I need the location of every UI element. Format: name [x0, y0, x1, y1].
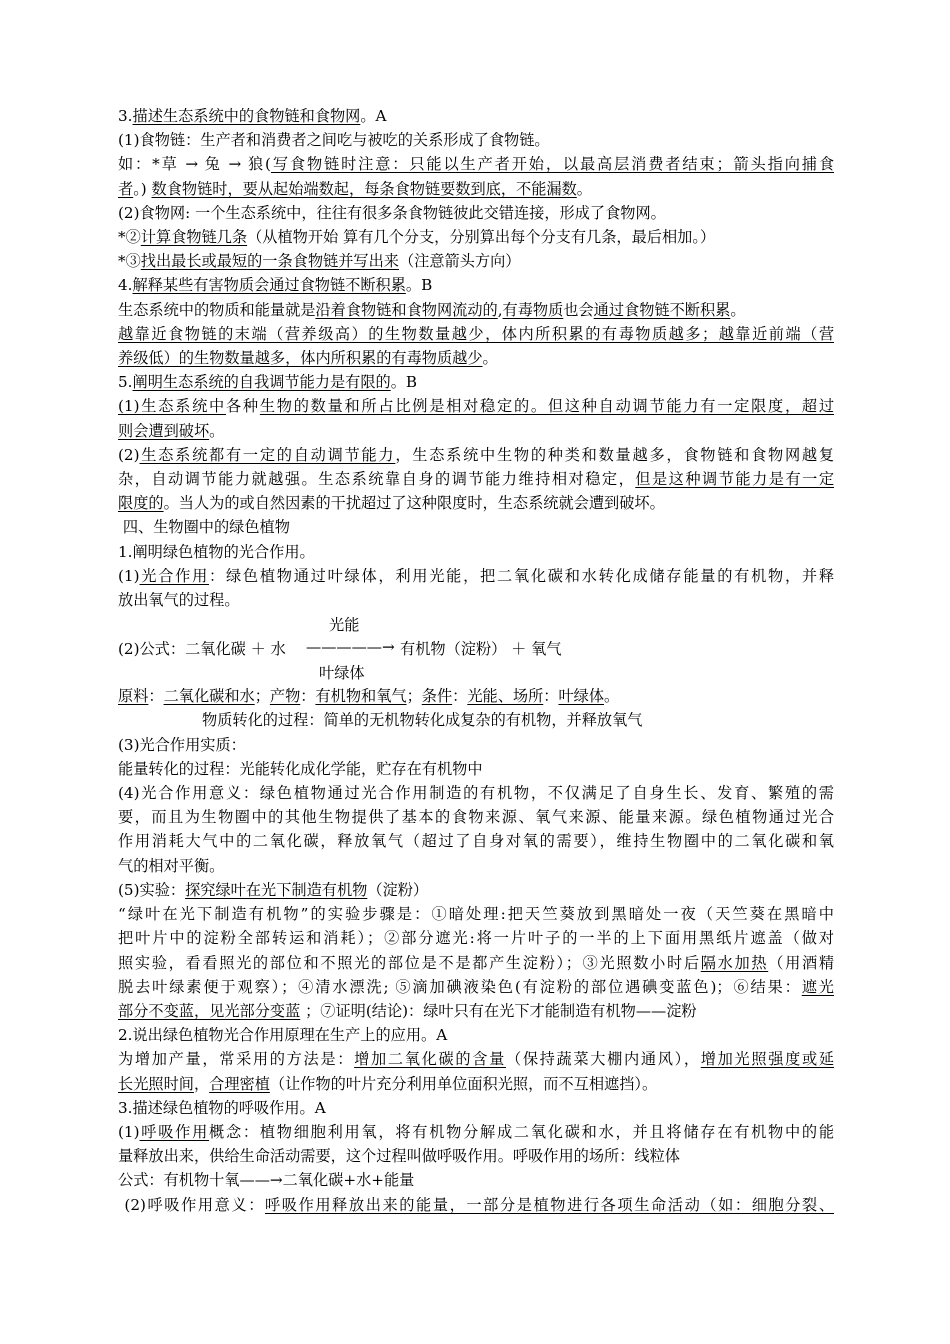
formula-right: 有机物（淀粉） ＋ 氧气 — [400, 640, 562, 659]
experiment-line-3: 照实验，看看照光的部位和不照光的部位是不是都产生淀粉）；③光照数小时后隔水加热（用酒精 — [118, 953, 835, 972]
photosynthesis-formula — [118, 612, 834, 684]
energy-conversion: 能量转化的过程：光能转化成化学能，贮存在有机物中 — [118, 759, 483, 778]
photosynthesis-title: 1.阐明绿色植物的光合作用。 — [118, 542, 315, 561]
chapter-4-title: 四、生物圈中的绿色植物 — [118, 518, 290, 537]
experiment-title: (5)实验：探究绿叶在光下制造有机物（淀粉） — [118, 880, 429, 899]
experiment-line-5: 部分不变蓝，见光部分变蓝 ；⑦证明(结论)：绿叶只有在光下才能制造有机物——淀粉 — [118, 1001, 697, 1020]
respiration-title: 3.描述绿色植物的呼吸作用。A — [118, 1098, 326, 1117]
experiment-line-2: 把叶片中的淀粉全部转运和消耗）；②部分遮光:将一片叶子的一半的上下面用黑纸片遮盖（做对 — [118, 929, 834, 948]
food-web-definition: (2)食物网: 一个生态系统中，往往有很多条食物链彼此交错连接，形成了食物网。 — [118, 203, 666, 222]
substance-conversion: 物质转化的过程：简单的无机物转化成复杂的有机物，并释放氧气 — [202, 711, 643, 730]
section-2-title: 2.说出绿色植物光合作用原理在生产上的应用。A — [118, 1026, 448, 1045]
section-5-item-1a: (1)生态系统中各种生物的数量和所占比例是相对稳定的。但这种自动调节能力有一定限度，超过 — [118, 397, 835, 416]
respiration-def-b: 量释放出来，供给生命活动需要，这个过程叫做呼吸作用。呼吸作用的场所：线粒体 — [118, 1147, 680, 1166]
respiration-formula: 公式：有机物十氧——→二氧化碳+水+能量 — [118, 1171, 415, 1190]
photosynthesis-def-b: 放出氧气的过程。 — [118, 591, 240, 610]
section-4-line-3: 养级低）的生物数量越多，体内所积累的有毒物质越少。 — [118, 349, 498, 368]
experiment-line-1: “绿叶在光下制造有机物”的实验步骤是：①暗处理:把天竺葵放到黑暗处一夜（天竺葵在黑暗中 — [118, 905, 834, 924]
section-3-title: 3.描述生态系统中的食物链和食物网。A — [118, 107, 387, 125]
formula-condition-top: 光能 — [329, 616, 360, 635]
section-5-item-2c: 限度的。当人为的或自然因素的干扰超过了这种限度时，生态系统就会遭到破坏。 — [118, 494, 665, 513]
significance-1: (4)光合作用意义：绿色植物通过光合作用制造的有机物，不仅满足了自身生长、发育、繁殖的需 — [118, 784, 834, 803]
food-chain-example: 如：*草 → 兔 → 狼(写食物链时注意：只能以生产者开始，以最高层消费者结束；箭头指向捕食 — [118, 155, 835, 174]
section-4-line-2: 越靠近食物链的末端（营养级高）的生物数量越少，体内所积累的有毒物质越多；越靠近前端（营 — [118, 324, 834, 343]
significance-3: 作用消耗大气中的二氧化碳，释放氧气（超过了自身对氧的需要），维持生物圈中的二氧化碳和氧 — [118, 832, 834, 851]
respiration-significance: (2)呼吸作用意义：呼吸作用释放出来的能量，一部分是植物进行各项生命活动（如：细胞分裂、 — [118, 1195, 835, 1214]
raw-materials-line: 原料：二氧化碳和水；产物：有机物和氧气；条件：光能、场所：叶绿体。 — [118, 687, 620, 706]
experiment-line-4: 脱去叶绿素便于观察）；④清水漂洗; ⑤滴加碘液染色(有淀粉的部位遇碘变蓝色)；⑥结果：遮光 — [118, 977, 834, 996]
formula-left: (2)公式：二氧化碳 ＋ 水 — [118, 640, 286, 659]
significance-4: 气的相对平衡。 — [118, 856, 225, 875]
section-5-item-2a: (2)生态系统都有一定的自动调节能力，生态系统中生物的种类和数量越多，食物链和食物网越复 — [118, 445, 835, 464]
photosynthesis-essence: (3)光合作用实质： — [118, 735, 246, 754]
section-5-item-2b: 杂，自动调节能力就越强。生态系统靠自身的调节能力维持相对稳定，但是这种调节能力是有一定 — [118, 470, 835, 489]
food-chain-definition: (1)食物链：生产者和消费者之间吃与被吃的关系形成了食物链。 — [118, 131, 550, 150]
significance-2: 要，而且为生物圈中的其他生物提供了基本的食物来源、氧气来源、能量来源。绿色植物通过光合 — [118, 808, 834, 827]
calc-food-chains: *②计算食物链几条（从植物开始 算有几个分支，分别算出每个分支有几条，最后相加。） — [118, 228, 716, 247]
section-4-title: 4.解释某些有害物质会通过食物链不断积累。B — [118, 276, 433, 295]
formula-arrow: —————→ — [306, 638, 395, 657]
application-line-1: 为增加产量，常采用的方法是：增加二氧化碳的含量（保持蔬菜大棚内通风），增加光照强度或延 — [118, 1050, 835, 1069]
find-food-chain: *③找出最长或最短的一条食物链并写出来（注意箭头方向） — [118, 252, 521, 271]
respiration-def-a: (1)呼吸作用概念：植物细胞利用氧，将有机物分解成二氧化碳和水，并且将储存在有机物中的能 — [118, 1122, 835, 1141]
formula-condition-bottom: 叶绿体 — [319, 664, 365, 683]
section-5-item-1b: 则会遭到破坏。 — [118, 421, 225, 440]
section-4-line-1: 生态系统中的物质和能量就是沿着食物链和食物网流动的,有毒物质也会通过食物链不断积累。 — [118, 300, 746, 319]
application-line-2: 长光照时间，合理密植（让作物的叶片充分利用单位面积光照，而不互相遮挡）。 — [118, 1074, 658, 1093]
section-5-title: 5.阐明生态系统的自我调节能力是有限的。B — [118, 373, 418, 392]
photosynthesis-def-a: (1)光合作用：绿色植物通过叶绿体，利用光能，把二氧化碳和水转化成储存能量的有机物，并释 — [118, 566, 835, 585]
food-chain-note: 者。) 数食物链时，要从起始端数起，每条食物链要数到底，不能漏数。 — [118, 179, 592, 198]
document-page — [118, 104, 834, 1217]
